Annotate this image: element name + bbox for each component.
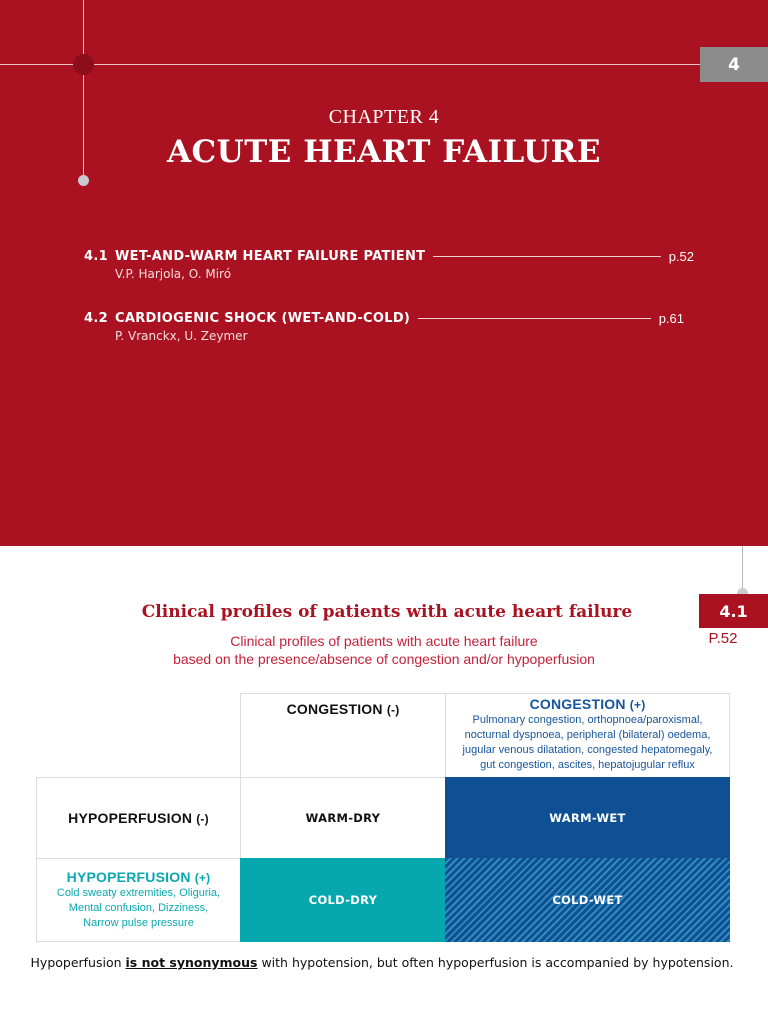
- decorative-node-light: [78, 175, 89, 186]
- quadrant-cold-wet: [445, 858, 730, 942]
- toc-number: 4.2: [84, 310, 108, 326]
- footnote: [0, 955, 764, 970]
- figure-subtitle-line-1: Clinical profiles of patients with acute heart failure: [230, 633, 538, 649]
- figure-subtitle-line-2: based on the presence/absence of congestion and/or hypoperfusion: [173, 651, 595, 667]
- decorative-side-line: [742, 546, 743, 594]
- toc-page: p.52: [668, 248, 694, 264]
- quadrant-label: COLD-DRY: [308, 893, 378, 907]
- chapter-label: CHAPTER 4: [328, 106, 440, 128]
- header-congestion-positive: [445, 693, 730, 778]
- quadrant-warm-wet: [445, 777, 730, 859]
- toc-entry-4-1[interactable]: [84, 247, 694, 281]
- footnote-text: with hypotension, but often hypoperfusion is accompanied by hypotension.: [257, 955, 734, 970]
- quadrant-label: WARM-DRY: [305, 811, 381, 825]
- congestion-signs-line: gut congestion, ascites, hepatojugular reflux: [480, 759, 695, 771]
- header-sign: (+): [629, 698, 646, 712]
- footnote-text: Hypoperfusion: [30, 955, 126, 970]
- toc-authors: V.P. Harjola, O. Miró: [115, 267, 232, 281]
- decorative-node-dark: [73, 54, 94, 75]
- header-label: CONGESTION: [529, 696, 626, 712]
- header-label: HYPOPERFUSION: [68, 810, 193, 826]
- header-label: HYPOPERFUSION: [66, 869, 191, 885]
- hypoperfusion-signs-line: Narrow pulse pressure: [83, 917, 194, 929]
- chapter-title: ACUTE HEART FAILURE: [166, 134, 602, 170]
- header-sign: (-): [196, 812, 209, 826]
- chapter-number-tab: 4: [700, 47, 768, 82]
- header-sign: (-): [386, 703, 400, 717]
- toc-entry-4-2[interactable]: [84, 309, 684, 343]
- quadrant-label: WARM-WET: [549, 811, 626, 825]
- hypoperfusion-signs-line: Cold sweaty extremities, Oliguria,: [56, 887, 221, 899]
- quadrant-label: COLD-WET: [552, 893, 623, 907]
- congestion-signs-line: nocturnal dyspnoea, peripheral (bilateral) oedema,: [464, 729, 711, 741]
- toc-authors: P. Vranckx, U. Zeymer: [115, 329, 248, 343]
- toc-title: WET-AND-WARM HEART FAILURE PATIENT: [115, 248, 426, 264]
- toc-page: p.61: [658, 310, 684, 326]
- toc-number: 4.1: [84, 248, 108, 264]
- header-congestion-negative: [240, 693, 446, 778]
- quadrant-warm-dry: [240, 777, 446, 859]
- section-page-ref: P.52: [708, 630, 738, 647]
- header-hypoperfusion-positive: [36, 858, 241, 942]
- congestion-signs-line: Pulmonary congestion, orthopnoea/paroxismal,: [472, 714, 703, 726]
- quadrant-cold-dry: [240, 858, 446, 942]
- toc-title: CARDIOGENIC SHOCK (WET-AND-COLD): [115, 310, 411, 326]
- hypoperfusion-signs-line: Mental confusion, Dizziness,: [68, 902, 209, 914]
- figure-title: Clinical profiles of patients with acute heart failure: [141, 602, 633, 622]
- header-hypoperfusion-negative: [36, 777, 241, 859]
- toc-leader-line: [418, 318, 651, 319]
- toc-leader-line: [433, 256, 660, 257]
- congestion-signs-line: jugular venous dilatation, congested hepatomegaly,: [462, 744, 713, 756]
- section-number-tab: 4.1: [699, 594, 768, 628]
- header-label: CONGESTION: [286, 701, 383, 717]
- header-sign: (+): [194, 871, 211, 885]
- decorative-horizontal-line: [0, 64, 700, 65]
- footnote-emphasis: is not synonymous: [125, 955, 258, 970]
